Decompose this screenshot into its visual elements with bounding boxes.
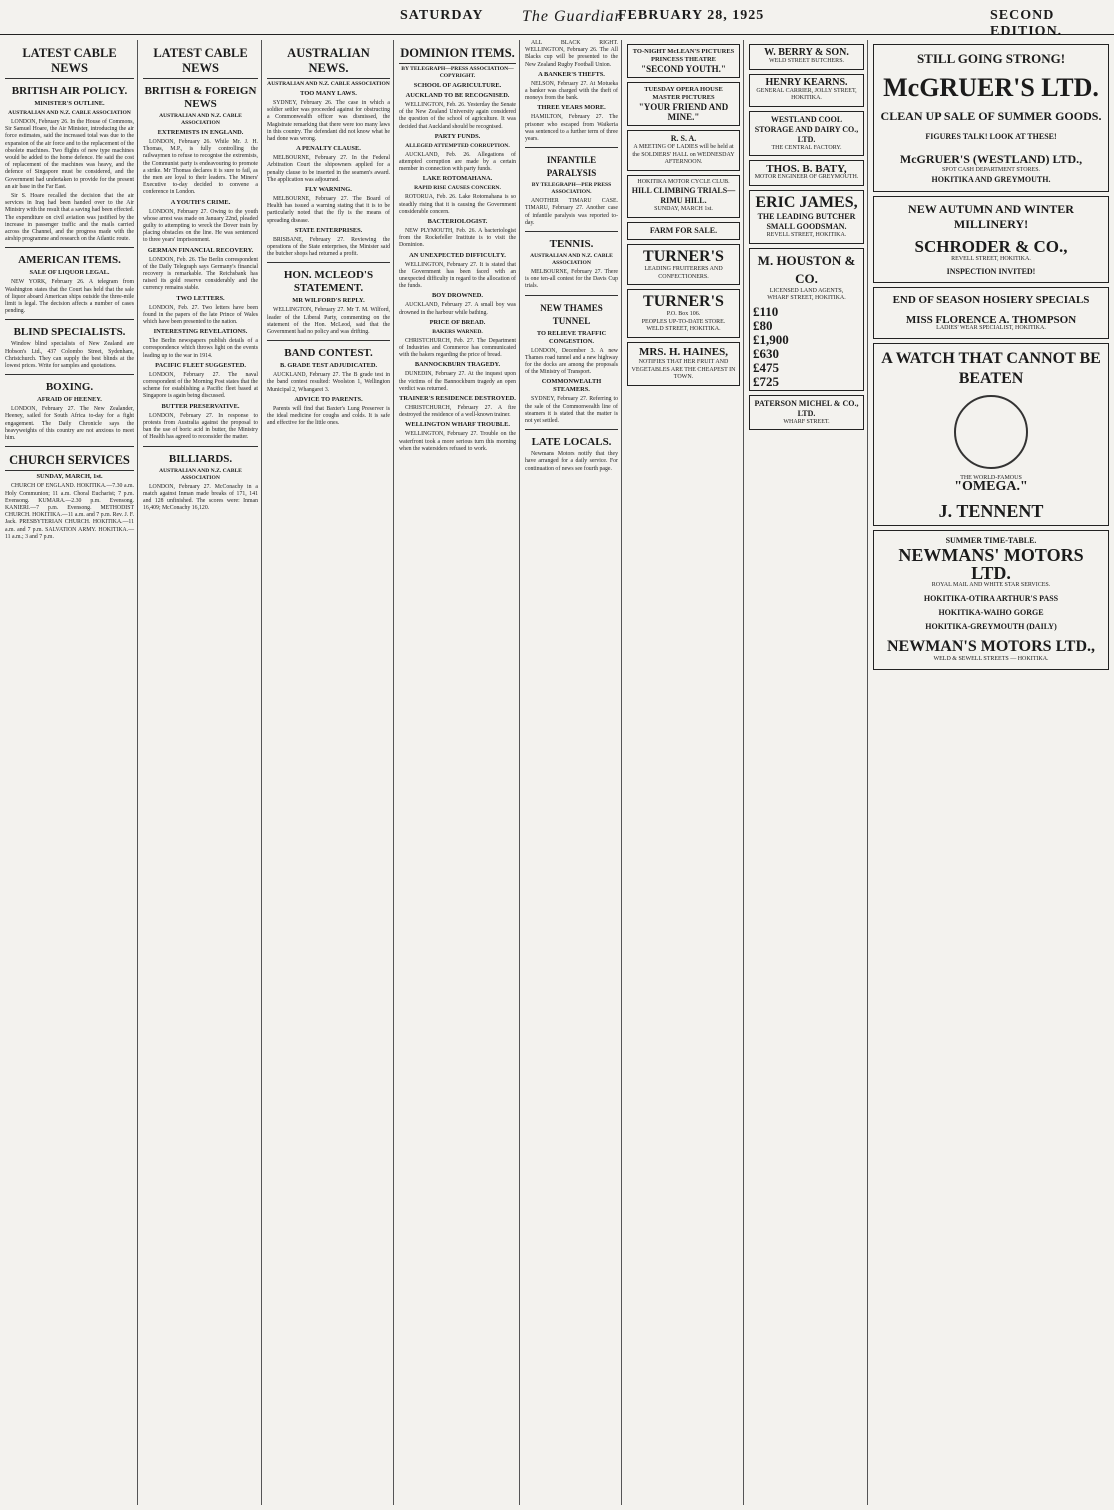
subhead: SCHOOL OF AGRICULTURE. <box>413 82 502 89</box>
column-3 <box>264 40 394 1505</box>
route: HOKITIKA-GREYMOUTH (DAILY) <box>925 621 1057 631</box>
ad-body: P.O. Box 106. <box>666 311 701 318</box>
article-body: LONDON, December 3. A new Thames road tunnel and a new highway for the docks are among the proposals of the Ministry of Transport. <box>525 347 618 376</box>
article-body: The Berlin newspapers publish details of a correspondence which throws light on the events leading up to the war in 1914. <box>143 338 258 359</box>
ad-title: SUMMER TIME-TABLE. <box>945 536 1037 546</box>
headline: BAND CONTEST. <box>284 347 373 360</box>
article-body: WELLINGTON, February 27. It is stated that the Government has been faced with an unexpected difficulty in regard to the allocation of the funds. <box>399 261 516 290</box>
article-body: ANOTHER TIMARU CASE. TIMARU, February 27. Another case of infantile paralysis was reported to-day. <box>525 198 618 226</box>
subhead: AUSTRALIAN AND N.Z. CABLE ASSOCIATION <box>8 110 131 116</box>
article-body: WELLINGTON, February 27. Trouble on the waterfront took a more serious turn this morning when the watersiders refused to work. <box>399 431 516 452</box>
masthead-edition: SECOND EDITION. <box>990 8 1063 39</box>
article-body: CHRISTCHURCH, February 27. A fire destroyed the residence of a well-known trainer. <box>399 405 516 419</box>
subhead: TOO MANY LAWS. <box>300 90 357 97</box>
ad-title: J. TENNENT <box>938 501 1044 522</box>
subhead: FLY WARNING. <box>305 186 352 194</box>
subhead: BAKERS WARNED. <box>432 328 483 335</box>
ad-heading: TO-NIGHT McLEAN'S PICTURES PRINCESS THEATRE <box>632 48 735 63</box>
divider <box>5 319 134 320</box>
article-body: LONDON, February 27. Owing to the youth whose arrest was made on January 22nd, pleaded guilty to attempting to wreck the Dover train by placing obstacles on the line. He was sentenced to three years' imprisonment. <box>143 208 258 244</box>
ad-title: A WATCH THAT CANNOT BE BEATEN <box>881 349 1101 387</box>
ad-body: SPOT CASH DEPARTMENT STORES. <box>941 167 1041 173</box>
headline: AMERICAN ITEMS. <box>18 254 121 267</box>
ad-title: R. S. A. <box>670 134 697 143</box>
ad-title: NEW AUTUMN AND WINTER MILLINERY! <box>908 201 1074 231</box>
article-body: NELSON, February 27. At Motueka a banker was charged with the theft of moneys from the bank. <box>525 80 618 102</box>
divider <box>5 247 134 248</box>
divider <box>267 340 390 341</box>
subhead: AUSTRALIAN AND N.Z. CABLE ASSOCIATION <box>159 113 242 126</box>
column-6 <box>624 40 744 1505</box>
subhead: TWO LETTERS. <box>176 294 225 302</box>
divider <box>525 147 618 148</box>
masthead <box>0 0 1114 39</box>
ad-title: HILL CLIMBING TRIALS— RIMU HILL. <box>631 186 736 206</box>
article-body: AUCKLAND, February 27. The B grade test in the band contest resulted: Woolston 1, Wellington Municipal 2, Whangarei 3. <box>267 372 390 393</box>
ad-block <box>749 248 864 391</box>
article-body: LONDON, February 27. In response to protests from Australia against the proposal to ban the use of boric acid in butter, the Ministry of Health has agreed to reconsider the matter. <box>143 412 258 441</box>
subhead: PRICE OF BREAD. <box>429 318 486 326</box>
ad-block <box>749 190 864 244</box>
ad-title: HENRY KEARNS. <box>765 76 848 88</box>
divider <box>143 446 258 447</box>
ad-title: FARM FOR SALE. <box>649 225 718 235</box>
ad-subtitle: THE LEADING BUTCHER <box>757 211 856 221</box>
ad-title: "SECOND YOUTH." <box>641 64 726 74</box>
subhead: A PENALTY CLAUSE. <box>296 145 361 153</box>
ad-body: THE CENTRAL FACTORY. <box>771 144 842 151</box>
article-body: MELBOURNE, February 27. The Board of Health has issued a warning stating that it is to be particularly noted that the fly is the means of spreading disease. <box>267 196 390 224</box>
subhead: PACIFIC FLEET SUGGESTED. <box>155 361 246 369</box>
watch-illustration <box>954 395 1028 469</box>
article-body: DUNEDIN, February 27. At the inquest upon the victims of the Bannockburn tragedy an open verdict was returned. <box>399 371 516 392</box>
ad-title: NEWMAN'S MOTORS LTD., <box>886 637 1096 655</box>
ad-block <box>873 44 1109 192</box>
divider <box>267 262 390 263</box>
article-body: HAMILTON, February 27. The prisoner who escaped from Waikeria was sentenced to a further term of three years. <box>525 114 618 143</box>
price: £1,900 <box>753 331 789 347</box>
headline: NEW THAMES TUNNEL <box>540 302 603 326</box>
headline: TENNIS. <box>549 238 594 251</box>
article-body: LONDON, February 26. While Mr. J. H. Thomas, M.P., is fully controlling the railwaymen to refuse to recognise the extremists, the Communist party is endeavouring to promote a strike. Mr Thomas declares it is sure to fail, as the men are loyal to their leaders. The Miners' Executive to-day decided to convene a conference in London. <box>143 139 258 196</box>
ad-block <box>873 530 1109 669</box>
headline: LATE LOCALS. <box>531 436 612 449</box>
article-body: NEW YORK, February 26. A telegram from Washington states that the Court has held that the sale of liquor aboard American ships outside the three-mile limit is legal. The decision affects a number of cases pending. <box>5 279 134 315</box>
subhead: ADVICE TO PARENTS. <box>294 395 363 403</box>
ad-body: PEOPLES UP-TO-DATE STORE. <box>641 318 726 325</box>
ad-block <box>873 196 1109 284</box>
article-body: LONDON, Feb. 26. The Berlin correspondent of the Daily Telegraph says Germany's financial recovery is remarkable. The Reichsbank has raised its gold reserve considerably and the currency remains stable. <box>143 256 258 292</box>
ad-body: WELD STREET, HOKITIKA. <box>646 326 721 333</box>
ad-title: M. HOUSTON & CO. <box>757 252 856 286</box>
subhead: BY TELEGRAPH—PER PRESS ASSOCIATION. <box>531 182 612 196</box>
headline: BRITISH AIR POLICY. <box>11 85 128 97</box>
article-body: CHRISTCHURCH, Feb. 27. The Department of Industries and Commerce has communicated with the bakers regarding the price of bread. <box>399 337 516 359</box>
divider <box>5 446 134 447</box>
headline: BILLIARDS. <box>168 452 233 465</box>
ad-title: MISS FLORENCE A. THOMPSON <box>905 314 1077 327</box>
article-body: LONDON, February 27. The naval correspondent of the Morning Post states that the scheme for establishing a Pacific fleet based at Singapore is again being discussed. <box>143 371 258 400</box>
article-body: ALL BLACK RIGHT. WELLINGTON, February 26. The All Blacks cup will be presented to the New Zealand Rugby Football Union. <box>525 40 618 68</box>
subhead: BANNOCKBURN TRAGEDY. <box>414 361 501 369</box>
price: £80 <box>753 317 773 333</box>
ad-block <box>627 130 740 171</box>
article-body: SYDNEY, February 26. The case in which a soldier settler was proceeded against for obstructing a Commonwealth officer was dismissed, the Magistrate remarking that there were too many laws in this country. The defendant did not know what he had done was wrong. <box>267 100 390 143</box>
headline: BRITISH & FOREIGN NEWS <box>144 85 257 110</box>
subhead: BUTTER PRESERVATIVE. <box>161 402 240 410</box>
ad-title: "YOUR FRIEND AND MINE." <box>638 102 729 122</box>
ad-title: END OF SEASON HOSIERY SPECIALS <box>892 294 1090 307</box>
ad-subtitle: CLEAN UP SALE OF SUMMER GOODS. <box>880 109 1102 123</box>
masthead-date: FEBRUARY 28, 1925 <box>618 8 765 23</box>
ad-banner: STILL GOING STRONG! <box>916 51 1066 66</box>
subhead: STATE ENTERPRISES. <box>294 226 363 234</box>
article-body: AUCKLAND, Feb. 26. Allegations of attempted corruption are made by a certain member in connection with party funds. <box>399 151 516 173</box>
subhead: BOY DROWNED. <box>432 292 483 300</box>
ad-title: W. BERRY & SON. <box>764 47 849 58</box>
subhead: COMMONWEALTH STEAMERS. <box>541 378 602 394</box>
ad-body: NOTIFIES THAT HER FRUIT AND VEGETABLES ARE THE CHEAPEST IN TOWN. <box>631 358 736 381</box>
price: £475 <box>753 359 779 375</box>
ad-block <box>873 343 1109 527</box>
subhead: LAKE ROTOMAHANA. <box>422 175 493 183</box>
subhead: MINISTER'S OUTLINE. <box>34 100 105 107</box>
masthead-title: The Guardian <box>522 8 624 25</box>
subhead: AUSTRALIAN AND N.Z. CABLE ASSOCIATION <box>530 253 613 267</box>
ad-title: WESTLAND COOL STORAGE AND DAIRY CO., LTD. <box>754 114 859 144</box>
ad-block <box>627 289 740 338</box>
divider <box>525 231 618 232</box>
ad-subtitle: SMALL GOODSMAN. <box>766 221 847 231</box>
subhead: PARTY FUNDS. <box>434 132 481 140</box>
ad-body: WELD STREET BUTCHERS. <box>768 58 845 64</box>
article-body: MELBOURNE, February 27. There is one ten-all contest for the Davis Cup trials. <box>525 269 618 290</box>
ad-block <box>873 287 1109 339</box>
ad-heading: HOKITIKA MOTOR CYCLE CLUB. <box>637 178 730 185</box>
subhead: AUSTRALIAN AND N.Z. CABLE ASSOCIATION <box>267 81 390 87</box>
article-body: ROTORUA, Feb. 26. Lake Rotomahana is so steadily rising that it is causing the Government considerable concern. <box>399 194 516 215</box>
headline: LATEST CABLE NEWS <box>5 46 134 79</box>
ad-subtitle: FIGURES TALK! LOOK AT THESE! <box>925 132 1057 141</box>
subhead: TO RELIEVE TRAFFIC CONGESTION. <box>536 329 607 345</box>
article-body: MELBOURNE, February 27. In the Federal Arbitration Court the shipowners applied for a penalty clause to be inserted in the seamen's award. The application was adjourned. <box>267 155 390 183</box>
price: £630 <box>753 345 779 361</box>
subhead: AUSTRALIAN AND N.Z. CABLE ASSOCIATION <box>159 467 242 481</box>
divider <box>525 429 618 430</box>
article-body: Parents will find that Baxter's Lung Preserver is the ideal medicine for coughs and colds. It is safe and effective for the little ones. <box>267 405 390 427</box>
ad-body: INSPECTION INVITED! <box>946 267 1036 277</box>
article-body: BRISBANE, February 27. Reviewing the operations of the State enterprises, the Minister said the butcher shops had returned a profit. <box>267 236 390 258</box>
column-1 <box>2 40 138 1505</box>
subhead: SUNDAY, MARCH, 1st. <box>36 473 103 481</box>
ad-title: NEWMANS' MOTORS LTD. <box>898 545 1084 584</box>
subhead: AFRAID OF HEENEY. <box>37 396 102 404</box>
subhead: A BANKER'S THEFTS. <box>538 70 605 78</box>
article-body: CHURCH OF ENGLAND. HOKITIKA.—7.30 a.m. Holy Communion; 11 a.m. Choral Eucharist; 7 p.m. Evensong. KUMARA.—2.30 p.m. Evensong. KANIERI.—7 p.m. Evensong. METHODIST CHURCH. HOKITIKA.—11 a.m. and 7 p.m. Rev. J. F. Jack. PRESBYTERIAN CHURCH. HOKITIKA.—11 a.m. and 7 p.m. SALVATION ARMY. HOKITIKA.—11 a.m.; 3 and 7 p.m. <box>5 483 134 540</box>
ad-block <box>627 82 740 126</box>
ad-body: ROYAL MAIL AND WHITE STAR SERVICES. <box>931 582 1051 589</box>
ad-body: LEADING FRUITERERS AND CONFECTIONERS. <box>644 265 723 280</box>
article-body: NEW PLYMOUTH, Feb. 26. A bacteriologist from the Rockefeller Institute is to visit the Dominion. <box>399 228 516 249</box>
ad-body: LICENSED LAND AGENTS, <box>769 287 844 294</box>
ad-body: HOKITIKA AND GREYMOUTH. <box>931 174 1051 184</box>
ad-block <box>627 44 740 78</box>
article-body: LONDON, Feb. 27. Two letters have been found in the papers of the late Prince of Wales which have been presented to the nation. <box>143 304 258 326</box>
subhead: WELLINGTON WHARF TROUBLE. <box>404 421 511 429</box>
ad-title: PATERSON MICHEL & CO., LTD. <box>754 398 859 418</box>
article-body: LONDON, February 27. The New Zealander, Heeney, sailed for South Africa to-day for a fight engagement. The Daily Chronicle says the heavyweights of this country are not anxious to meet him. <box>5 406 134 442</box>
ad-block <box>749 111 864 157</box>
ad-body: REVELL STREET, HOKITIKA. <box>951 255 1031 262</box>
ad-body: A MEETING OF LADIES will be held at the SOLDIERS' HALL on WEDNESDAY AFTERNOON. <box>632 144 735 166</box>
subhead: THREE YEARS MORE. <box>537 104 606 112</box>
column-8 <box>870 40 1112 1505</box>
ad-body: SUNDAY, MARCH 1st. <box>654 206 713 213</box>
ad-block <box>749 395 864 431</box>
headline: HON. MCLEOD'S STATEMENT. <box>283 269 374 295</box>
ad-block <box>627 342 740 386</box>
ad-block <box>749 44 864 70</box>
article-body: AUCKLAND, February 27. A small boy was drowned in the harbour while bathing. <box>399 302 516 316</box>
subhead: TRAINER'S RESIDENCE DESTROYED. <box>399 395 516 403</box>
article-body: Sir S. Hoare recalled the decision that the air services in Iraq had been handed over to the Air Ministry with the result that a saving had been effected. The expenditure on civil aviation was justified by the increase in passenger traffic and the mails carried across the Channel, and the progress made with the airship programme and research on the Atlantic route. <box>5 193 134 243</box>
price: £110 <box>753 303 779 319</box>
route: HOKITIKA-OTIRA ARTHUR'S PASS <box>923 593 1059 603</box>
article-body: Window blind specialists of New Zealand are Hobson's Ltd., 437 Colombo Street, Sydenham, Christchurch. They can supply the best blinds at the lowest prices. Write for samples and quotations. <box>5 341 134 370</box>
subhead: SALE OF LIQUOR LEGAL. <box>29 269 110 277</box>
subhead: GERMAN FINANCIAL RECOVERY. <box>147 246 254 254</box>
ad-body: LADIES' WEAR SPECIALIST, HOKITIKA. <box>936 325 1046 332</box>
ad-title: TURNER'S <box>643 247 724 265</box>
ad-block <box>627 222 740 240</box>
headline: DOMINION ITEMS. <box>399 46 516 64</box>
subhead: EXTREMISTS IN ENGLAND. <box>157 129 244 136</box>
ad-block <box>749 160 864 186</box>
subhead: AUCKLAND TO BE RECOGNISED. <box>405 92 510 99</box>
article-body: WELLINGTON, Feb. 26. Yesterday the Senate of the New Zealand University again considered the question of the school of agriculture. It was decided that Auckland should be recognised. <box>399 102 516 130</box>
ad-body: THE WORLD-FAMOUS <box>960 474 1022 481</box>
column-4 <box>396 40 520 1505</box>
headline: BOXING. <box>45 381 94 394</box>
article-body: LONDON, February 26. In the House of Commons, Sir Samuel Hoare, the Air Minister, introducing the air force estimates, said the increased total was due to the expansion of the air force and to the replacement of the obsolete machines. Two flights of new type machines would be added to the home defence. He said the cost of replacement of the machines was heavy, and the defence of Singapore must be considered, and the Government had undertaken to provide for the present an air base in the Far East. <box>5 119 134 190</box>
subhead: A YOUTH'S CRIME. <box>170 198 231 206</box>
divider <box>525 295 618 296</box>
headline: INFANTILE PARALYSIS <box>546 155 597 179</box>
subhead: ALLEGED ATTEMPTED CORRUPTION. <box>405 142 510 149</box>
ad-body: GENERAL CARRIER, JOLLY STREET, HOKITIKA. <box>756 87 857 102</box>
ad-body: WHARF STREET. <box>783 418 830 425</box>
ad-block <box>627 244 740 285</box>
masthead-day: SATURDAY <box>400 8 484 23</box>
ad-heading: TUESDAY OPERA HOUSE MASTER PICTURES <box>644 86 723 101</box>
ad-body: WELD & SEWELL STREETS — HOKITIKA. <box>933 655 1049 662</box>
ad-title: ERIC JAMES, <box>755 193 858 211</box>
ad-title: "OMEGA." <box>954 479 1028 495</box>
subhead: MR WILFORD'S REPLY. <box>292 297 365 305</box>
ad-title: McGRUER'S LTD. <box>883 73 1099 102</box>
column-7 <box>746 40 868 1505</box>
ad-title: TURNER'S <box>643 293 724 311</box>
ad-body: WHARF STREET, HOKITIKA. <box>767 295 846 302</box>
ad-title: MRS. H. HAINES, <box>639 345 728 358</box>
ad-title: McGRUER'S (WESTLAND) LTD., <box>899 152 1083 166</box>
column-2 <box>140 40 262 1505</box>
headline: LATEST CABLE NEWS <box>143 46 258 79</box>
article-body: LONDON, February 27. McConachy in a match against Inman made breaks of 171, 141 and 128 unfinished. The scores were: Inman 16,409; McConachy 16,120. <box>143 483 258 512</box>
headline: AUSTRALIAN NEWS. <box>267 46 390 79</box>
article-body: Newmans Motors notify that they have arranged for a daily service. For continuation of news see fourth page. <box>525 451 618 472</box>
subhead: BY TELEGRAPH—PRESS ASSOCIATION—COPYRIGHT. <box>401 66 514 79</box>
ad-title: SCHRODER & CO., <box>914 236 1068 256</box>
ad-block <box>627 175 740 218</box>
subhead: B. GRADE TEST ADJUDICATED. <box>279 362 378 370</box>
subhead: RAPID RISE CAUSES CONCERN. <box>414 185 501 192</box>
article-body: SYDNEY, February 27. Referring to the sale of the Commonwealth line of steamers it is stated that the matter is not yet settled. <box>525 396 618 425</box>
headline: BLIND SPECIALISTS. <box>13 326 126 339</box>
subhead: AN UNEXPECTED DIFFICULTY. <box>409 251 506 259</box>
ad-body: MOTOR ENGINEER OF GREYMOUTH. <box>754 174 859 181</box>
ad-body: REVELL STREET, HOKITIKA. <box>766 231 847 238</box>
article-body: WELLINGTON, February 27. Mr T. M. Wilford, leader of the Liberal Party, commenting on the statement of the Hon. McLeod, said that the Government had no policy and was drifting. <box>267 307 390 336</box>
ad-block <box>749 74 864 107</box>
ad-title: THOS. B. BATY, <box>766 163 847 176</box>
headline: CHURCH SERVICES <box>5 453 134 471</box>
subhead: BACTERIOLOGIST. <box>427 218 488 226</box>
route: HOKITIKA-WAIHO GORGE <box>938 607 1044 617</box>
price: £725 <box>753 373 779 389</box>
subhead: INTERESTING REVELATIONS. <box>153 328 248 336</box>
column-5 <box>522 40 622 1505</box>
divider <box>5 374 134 375</box>
